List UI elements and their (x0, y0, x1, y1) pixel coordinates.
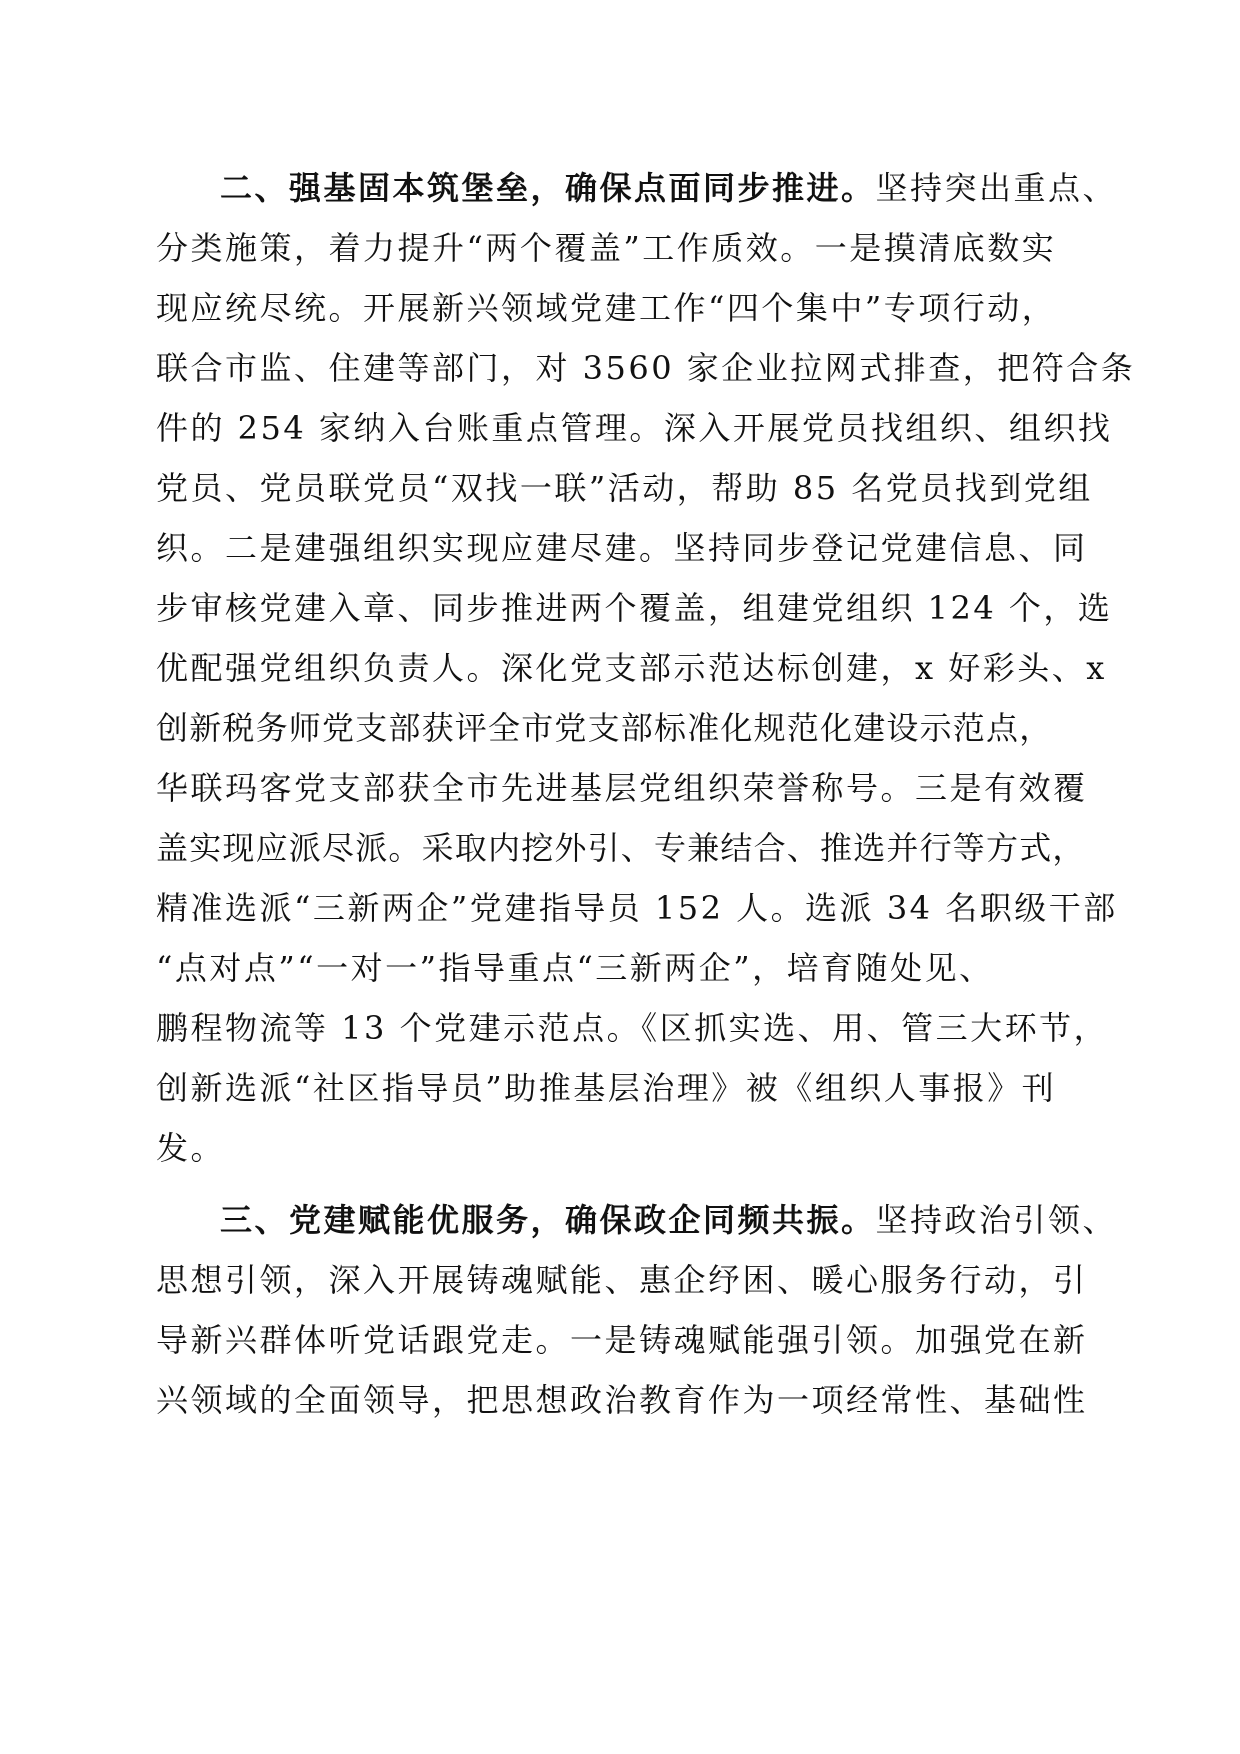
paragraph-2-line-9: 优配强党组织负责人。深化党支部示范达标创建，x 好彩头、x (156, 649, 1107, 687)
section-heading-3: 三、党建赋能优服务，确保政企同频共振。 (220, 1201, 876, 1239)
paragraph-2-line-2: 分类施策，着力提升“两个覆盖”工作质效。一是摸清底数实 (156, 229, 1057, 267)
paragraph-2-line-11: 华联玛客党支部获全市先进基层党组织荣誉称号。三是有效覆 (156, 769, 1088, 807)
paragraph-3-line-4: 兴领域的全面领导，把思想政治教育作为一项经常性、基础性 (156, 1381, 1088, 1419)
section-heading-2: 二、强基固本筑堡垒，确保点面同步推进。 (220, 169, 876, 207)
paragraph-2-line-4: 联合市监、住建等部门，对 3560 家企业拉网式排查，把符合条 (156, 349, 1136, 387)
paragraph-2-line-15: 鹏程物流等 13 个党建示范点。《区抓实选、用、管三大环节， (156, 1009, 1109, 1047)
paragraph-2-line-13: 精准选派“三新两企”党建指导员 152 人。选派 34 名职级干部 (156, 889, 1118, 927)
paragraph-2-line-12: 盖实现应派尽派。采取内挖外引、专兼结合、推选并行等方式， (156, 829, 1086, 867)
paragraph-2-line-7: 织。二是建强组织实现应建尽建。坚持同步登记党建信息、同 (156, 529, 1088, 567)
paragraph-2-line-3: 现应统尽统。开展新兴领域党建工作“四个集中”专项行动， (156, 289, 1057, 327)
paragraph-3-line-2: 思想引领，深入开展铸魂赋能、惠企纾困、暖心服务行动，引 (156, 1261, 1088, 1299)
paragraph-2-line-1: 二、强基固本筑堡垒，确保点面同步推进。坚持突出重点、 (220, 169, 1118, 207)
paragraph-2-line-8: 步审核党建入章、同步推进两个覆盖，组建党组织 124 个，选 (156, 589, 1113, 627)
paragraph-2-line-16: 创新选派“社区指导员”助推基层治理》被《组织人事报》刊 (156, 1069, 1057, 1107)
paragraph-2-line-17: 发。 (156, 1129, 226, 1167)
paragraph-3-line-3: 导新兴群体听党话跟党走。一是铸魂赋能强引领。加强党在新 (156, 1321, 1088, 1359)
paragraph-2-line-5: 件的 254 家纳入台账重点管理。深入开展党员找组织、组织找 (156, 409, 1113, 447)
paragraph-2-line-10: 创新税务师党支部获评全市党支部标准化规范化建设示范点， (156, 709, 1053, 747)
paragraph-3-line-1: 三、党建赋能优服务，确保政企同频共振。坚持政治引领、 (220, 1201, 1118, 1239)
paragraph-2-line-14: “点对点”“一对一”指导重点“三新两企”，培育随处见、 (156, 949, 994, 987)
paragraph-2-line-6: 党员、党员联党员“双找一联”活动，帮助 85 名党员找到党组 (156, 469, 1093, 507)
